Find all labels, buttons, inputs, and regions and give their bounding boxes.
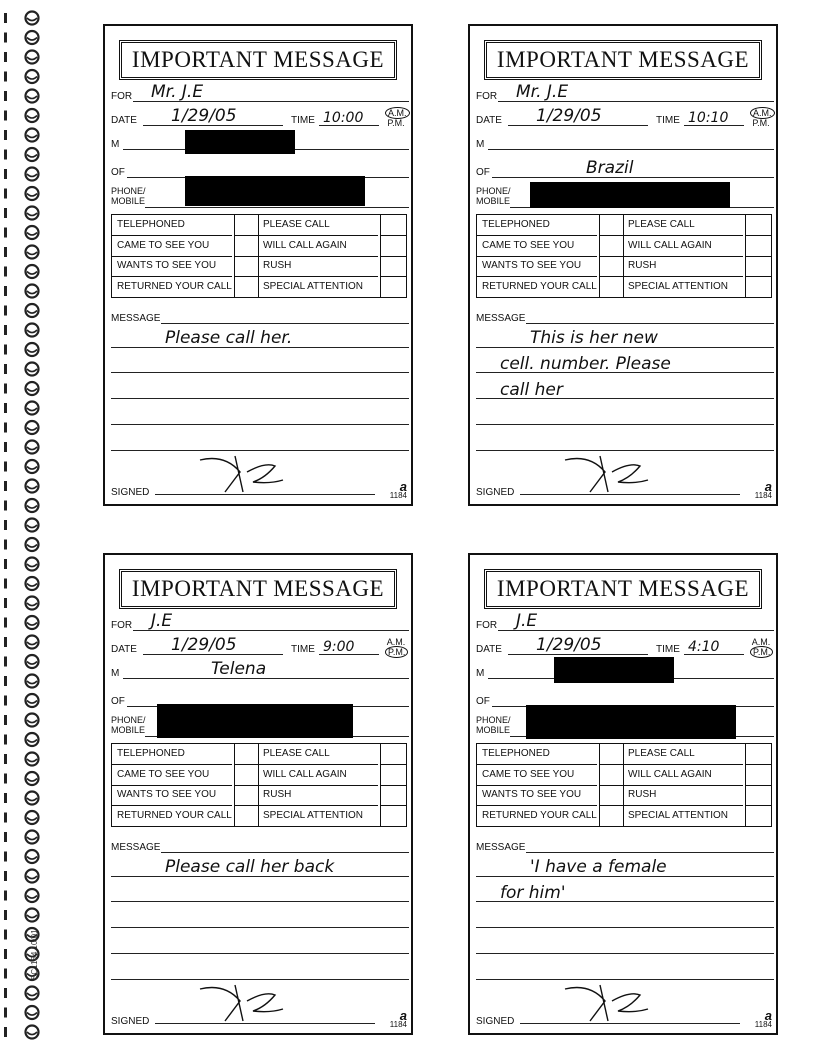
checklist-label: WANTS TO SEE YOU (477, 785, 597, 806)
signed-label: SIGNED (111, 1016, 150, 1027)
publisher-logo-icon: a (399, 1008, 407, 1023)
date-label: DATE (111, 115, 137, 126)
redaction-bar (526, 705, 736, 739)
message-text-line: Please call her. (165, 328, 293, 348)
date-label: DATE (111, 644, 137, 655)
am-label (385, 108, 407, 118)
redaction-bar (185, 130, 295, 154)
checklist-label: RETURNED YOUR CALL (117, 280, 232, 292)
checklist-box[interactable] (234, 744, 258, 765)
signed-label: SIGNED (111, 487, 150, 498)
checklist-label: RETURNED YOUR CALL (117, 809, 232, 821)
mobile-label: MOBILE (111, 725, 146, 735)
for-value: J.E (516, 611, 538, 631)
for-row (476, 84, 774, 106)
signed-label: SIGNED (476, 1016, 515, 1027)
slip-title-text: IMPORTANT MESSAGE (496, 47, 750, 72)
for-underline (498, 630, 774, 631)
m-label: M (111, 139, 120, 150)
message-underline (161, 852, 409, 853)
message-underline (161, 323, 409, 324)
am-text: A.M. (750, 107, 775, 119)
checklist-label: WANTS TO SEE YOU (477, 256, 597, 277)
signature-mark (195, 981, 285, 1025)
checklist-box[interactable] (599, 744, 623, 765)
checklist-divider (258, 744, 259, 826)
date-time-row (476, 108, 774, 130)
phone-label: PHONE/ (111, 186, 146, 196)
status-checklist (476, 214, 772, 298)
slip-title-text: IMPORTANT MESSAGE (131, 47, 385, 72)
am-pm-indicator (750, 637, 772, 657)
checklist-box[interactable] (234, 256, 258, 277)
message-underline (526, 323, 774, 324)
publisher-logo-icon: a (764, 1008, 772, 1023)
checklist-label: TELEPHONED (477, 744, 597, 765)
time-label: TIME (656, 644, 680, 655)
checklist-label: TELEPHONED (112, 744, 232, 765)
checklist-box[interactable] (599, 256, 623, 277)
checklist-box[interactable] (599, 785, 623, 806)
for-row (111, 84, 409, 106)
time-value: 10:10 (688, 110, 729, 126)
checklist-divider (258, 215, 259, 297)
phone-label: PHONE/ (111, 715, 146, 725)
checklist-label: RUSH (258, 256, 378, 277)
checklist-box[interactable] (745, 277, 771, 298)
side-form-code: SC1184 10/01 (30, 929, 39, 980)
checklist-label: RUSH (623, 785, 743, 806)
checklist-box[interactable] (234, 236, 258, 257)
message-line (111, 927, 409, 928)
date-value: 1/29/05 (171, 635, 237, 655)
time-value: 9:00 (323, 639, 355, 655)
status-checklist (111, 743, 407, 827)
checklist-box[interactable] (599, 236, 623, 257)
am-pm-indicator (385, 637, 407, 657)
of-label: OF (111, 167, 125, 178)
checklist-label: TELEPHONED (112, 215, 232, 236)
checklist-box[interactable] (380, 806, 406, 827)
message-label: MESSAGE (111, 842, 161, 853)
checklist-box[interactable] (745, 256, 771, 277)
of-value: Brazil (586, 158, 634, 178)
checklist-box[interactable] (234, 765, 258, 786)
checklist-box[interactable] (380, 765, 406, 786)
date-label: DATE (476, 644, 502, 655)
mobile-label: MOBILE (111, 196, 146, 206)
checklist-box[interactable] (380, 785, 406, 806)
checklist-box[interactable] (745, 236, 771, 257)
form-number (754, 479, 772, 500)
redaction-bar (530, 182, 730, 208)
time-label: TIME (656, 115, 680, 126)
mobile-label: MOBILE (476, 725, 511, 735)
pm-text: P.M. (750, 646, 773, 658)
checklist-box[interactable] (599, 806, 623, 827)
date-label: DATE (476, 115, 502, 126)
for-label: FOR (111, 91, 133, 102)
of-label: OF (111, 696, 125, 707)
checklist-label: SPECIAL ATTENTION (628, 809, 729, 821)
message-text-line: for him' (500, 883, 566, 903)
checklist-box[interactable] (745, 765, 771, 786)
checklist-label: RUSH (623, 256, 743, 277)
am-pm-indicator (750, 108, 772, 128)
message-slip (468, 24, 778, 506)
phone-mobile-label (111, 715, 146, 735)
checklist-label: CAME TO SEE YOU (112, 236, 232, 257)
checklist-divider (623, 215, 624, 297)
message-text-line: cell. number. Please (500, 354, 671, 374)
checklist-box[interactable] (380, 236, 406, 257)
checklist-label: WANTS TO SEE YOU (112, 785, 232, 806)
checklist-label: RETURNED YOUR CALL (482, 280, 597, 292)
message-line (111, 398, 409, 399)
spiral-binding-art (0, 0, 56, 1056)
message-line (476, 953, 774, 954)
checklist-box[interactable] (380, 744, 406, 765)
pm-text: P.M. (385, 646, 408, 658)
form-number-text: 1184 (389, 1020, 407, 1029)
spiral-binding (0, 0, 56, 1056)
form-number-text: 1184 (389, 491, 407, 500)
checklist-box[interactable] (234, 806, 258, 827)
message-label: MESSAGE (476, 313, 526, 324)
message-line (111, 979, 409, 980)
checklist-divider (623, 744, 624, 826)
date-time-row (111, 637, 409, 659)
of-label: OF (476, 167, 490, 178)
message-line (476, 927, 774, 928)
checklist-box[interactable] (745, 806, 771, 827)
checklist-label: SPECIAL ATTENTION (263, 809, 364, 821)
message-line (476, 979, 774, 980)
slip-title (119, 569, 397, 609)
message-line (111, 372, 409, 373)
pm-label (385, 118, 407, 128)
message-underline (526, 852, 774, 853)
checklist-label: TELEPHONED (477, 215, 597, 236)
for-value: Mr. J.E (516, 82, 569, 102)
for-value: J.E (151, 611, 173, 631)
for-underline (133, 630, 409, 631)
message-slip (103, 24, 413, 506)
checklist-box[interactable] (380, 256, 406, 277)
phone-label: PHONE/ (476, 715, 511, 725)
m-underline (488, 149, 774, 150)
redaction-bar (157, 704, 353, 738)
checklist-label: SPECIAL ATTENTION (628, 280, 729, 292)
signature-mark (560, 981, 650, 1025)
message-line (111, 953, 409, 954)
for-row (111, 613, 409, 635)
checklist-label: RETURNED YOUR CALL (482, 809, 597, 821)
checklist-label: CAME TO SEE YOU (112, 765, 232, 786)
message-label: MESSAGE (476, 842, 526, 853)
am-text: A.M. (385, 107, 410, 119)
time-label: TIME (291, 644, 315, 655)
pm-label (385, 647, 407, 657)
redaction-bar (185, 176, 365, 206)
message-slip (468, 553, 778, 1035)
status-checklist (476, 743, 772, 827)
phone-mobile-label (476, 186, 511, 206)
m-label: M (476, 668, 485, 679)
pm-label (750, 118, 772, 128)
signature-mark (195, 452, 285, 496)
message-line (476, 450, 774, 451)
message-label: MESSAGE (111, 313, 161, 324)
checklist-box[interactable] (745, 215, 771, 236)
checklist-box[interactable] (380, 215, 406, 236)
phone-mobile-label (111, 186, 146, 206)
mobile-label: MOBILE (476, 196, 511, 206)
form-number-text: 1184 (754, 1020, 772, 1029)
checklist-box[interactable] (380, 277, 406, 298)
am-pm-indicator (385, 108, 407, 128)
time-value: 10:00 (323, 110, 364, 126)
date-value: 1/29/05 (171, 106, 237, 126)
phone-underline (145, 207, 409, 208)
checklist-box[interactable] (234, 785, 258, 806)
form-number (389, 1008, 407, 1029)
m-label: M (111, 668, 120, 679)
message-text-line: Please call her back (165, 857, 335, 877)
checklist-box[interactable] (234, 277, 258, 298)
m-row (111, 661, 409, 683)
pm-label (750, 647, 772, 657)
checklist-label: CAME TO SEE YOU (477, 236, 597, 257)
checklist-box[interactable] (745, 785, 771, 806)
date-value: 1/29/05 (536, 635, 602, 655)
am-text: A.M. (751, 637, 771, 647)
date-time-row (111, 108, 409, 130)
checklist-label: PLEASE CALL (623, 744, 743, 765)
checklist-label: PLEASE CALL (623, 215, 743, 236)
checklist-box[interactable] (745, 744, 771, 765)
of-label: OF (476, 696, 490, 707)
date-time-row (476, 637, 774, 659)
checklist-label: WILL CALL AGAIN (258, 236, 378, 257)
for-label: FOR (111, 620, 133, 631)
for-label: FOR (476, 620, 498, 631)
signature-mark (560, 452, 650, 496)
message-line (111, 450, 409, 451)
message-text-line: call her (500, 380, 563, 400)
date-value: 1/29/05 (536, 106, 602, 126)
time-label: TIME (291, 115, 315, 126)
checklist-label: WILL CALL AGAIN (258, 765, 378, 786)
message-line (111, 901, 409, 902)
message-line (476, 424, 774, 425)
phone-label: PHONE/ (476, 186, 511, 196)
checklist-box[interactable] (234, 215, 258, 236)
time-value: 4:10 (688, 639, 720, 655)
signed-label: SIGNED (476, 487, 515, 498)
checklist-label: PLEASE CALL (258, 215, 378, 236)
phone-mobile-label (476, 715, 511, 735)
checklist-label: SPECIAL ATTENTION (263, 280, 364, 292)
form-number (389, 479, 407, 500)
m-value: Telena (211, 659, 267, 679)
checklist-label: WILL CALL AGAIN (623, 765, 743, 786)
form-number (754, 1008, 772, 1029)
publisher-logo-icon: a (764, 479, 772, 494)
form-number-text: 1184 (754, 491, 772, 500)
checklist-label: WILL CALL AGAIN (623, 236, 743, 257)
checklist-label: WANTS TO SEE YOU (112, 256, 232, 277)
for-row (476, 613, 774, 635)
of-row (476, 160, 774, 182)
slip-title-text: IMPORTANT MESSAGE (131, 576, 385, 601)
am-label (750, 108, 772, 118)
slip-title (119, 40, 397, 80)
message-text-line: This is her new (530, 328, 658, 348)
redaction-bar (554, 657, 674, 683)
slip-title (484, 569, 762, 609)
am-text: A.M. (386, 637, 406, 647)
publisher-logo-icon: a (399, 479, 407, 494)
checklist-box[interactable] (599, 765, 623, 786)
checklist-label: RUSH (258, 785, 378, 806)
checklist-box[interactable] (599, 277, 623, 298)
status-checklist (111, 214, 407, 298)
m-label: M (476, 139, 485, 150)
m-row (476, 132, 774, 154)
pm-text: P.M. (387, 118, 405, 128)
for-label: FOR (476, 91, 498, 102)
checklist-label: CAME TO SEE YOU (477, 765, 597, 786)
checklist-label: PLEASE CALL (258, 744, 378, 765)
for-value: Mr. J.E (151, 82, 204, 102)
slip-title (484, 40, 762, 80)
pm-text: P.M. (752, 118, 770, 128)
slip-title-text: IMPORTANT MESSAGE (496, 576, 750, 601)
checklist-box[interactable] (599, 215, 623, 236)
message-line (111, 424, 409, 425)
message-slip (103, 553, 413, 1035)
message-text-line: 'I have a female (530, 857, 667, 877)
